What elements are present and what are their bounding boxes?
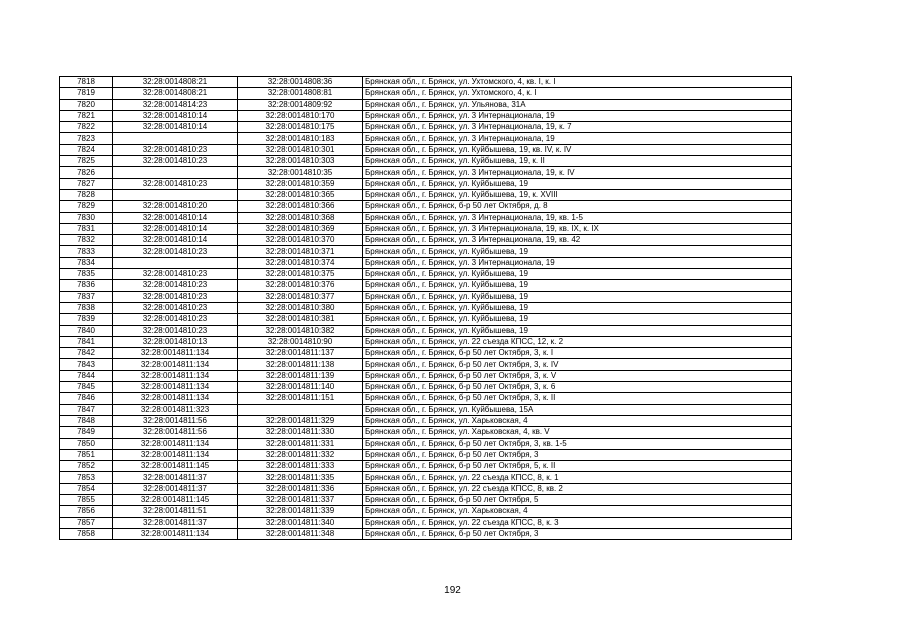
parent-cadastral-number-cell: 32:28:0014811:56	[113, 427, 238, 438]
table-row	[60, 483, 792, 494]
row-number-cell: 7849	[60, 427, 113, 438]
address-cell: Брянская обл., г. Брянск, ул. Куйбышева, 19	[363, 246, 792, 257]
parent-cadastral-number-cell: 32:28:0014808:21	[113, 77, 238, 88]
table-row	[60, 314, 792, 325]
parent-cadastral-number-cell: 32:28:0014810:23	[113, 156, 238, 167]
table-row	[60, 461, 792, 472]
row-number-cell: 7852	[60, 461, 113, 472]
table-row	[60, 348, 792, 359]
cadastral-number-cell: 32:28:0014810:374	[238, 257, 363, 268]
row-number-cell: 7844	[60, 370, 113, 381]
address-cell: Брянская обл., г. Брянск, ул. 3 Интернационала, 19, кв. 42	[363, 235, 792, 246]
table-row	[60, 77, 792, 88]
cadastral-number-cell: 32:28:0014811:330	[238, 427, 363, 438]
address-cell: Брянская обл., г. Брянск, б-р 50 лет Октября, 5, к. II	[363, 461, 792, 472]
parent-cadastral-number-cell: 32:28:0014810:23	[113, 325, 238, 336]
row-number-cell: 7826	[60, 167, 113, 178]
cadastral-number-cell: 32:28:0014810:175	[238, 122, 363, 133]
row-number-cell: 7842	[60, 348, 113, 359]
row-number-cell: 7843	[60, 359, 113, 370]
address-cell: Брянская обл., г. Брянск, ул. Харьковская, 4, кв. V	[363, 427, 792, 438]
address-cell: Брянская обл., г. Брянск, ул. Ухтомского, 4, к. I	[363, 88, 792, 99]
row-number-cell: 7828	[60, 189, 113, 200]
table-row	[60, 494, 792, 505]
table-row	[60, 302, 792, 313]
cadastral-number-cell	[238, 404, 363, 415]
row-number-cell: 7824	[60, 144, 113, 155]
cadastral-number-cell: 32:28:0014811:332	[238, 449, 363, 460]
cadastral-table	[59, 76, 792, 540]
address-cell: Брянская обл., г. Брянск, ул. Ухтомского, 4, кв. I, к. I	[363, 77, 792, 88]
cadastral-number-cell: 32:28:0014810:301	[238, 144, 363, 155]
table-body	[60, 77, 792, 540]
parent-cadastral-number-cell: 32:28:0014810:23	[113, 144, 238, 155]
cadastral-number-cell: 32:28:0014808:81	[238, 88, 363, 99]
table-row	[60, 393, 792, 404]
parent-cadastral-number-cell: 32:28:0014810:14	[113, 122, 238, 133]
cadastral-number-cell: 32:28:0014810:382	[238, 325, 363, 336]
address-cell: Брянская обл., г. Брянск, ул. Куйбышева, 15А	[363, 404, 792, 415]
parent-cadastral-number-cell: 32:28:0014811:323	[113, 404, 238, 415]
address-cell: Брянская обл., г. Брянск, ул. Харьковская, 4	[363, 506, 792, 517]
table-row	[60, 235, 792, 246]
address-cell: Брянская обл., г. Брянск, ул. Харьковская, 4	[363, 415, 792, 426]
table-row	[60, 506, 792, 517]
parent-cadastral-number-cell: 32:28:0014811:134	[113, 348, 238, 359]
address-cell: Брянская обл., г. Брянск, ул. Куйбышева, 19, кв. IV, к. IV	[363, 144, 792, 155]
parent-cadastral-number-cell: 32:28:0014810:14	[113, 110, 238, 121]
address-cell: Брянская обл., г. Брянск, ул. Куйбышева, 19, к. XVIII	[363, 189, 792, 200]
row-number-cell: 7837	[60, 291, 113, 302]
parent-cadastral-number-cell: 32:28:0014810:14	[113, 235, 238, 246]
parent-cadastral-number-cell: 32:28:0014811:134	[113, 528, 238, 539]
row-number-cell: 7838	[60, 302, 113, 313]
address-cell: Брянская обл., г. Брянск, б-р 50 лет Октября, 3	[363, 449, 792, 460]
parent-cadastral-number-cell: 32:28:0014811:134	[113, 359, 238, 370]
table-row	[60, 88, 792, 99]
address-cell: Брянская обл., г. Брянск, ул. 3 Интернационала, 19, к. IV	[363, 167, 792, 178]
parent-cadastral-number-cell: 32:28:0014810:20	[113, 201, 238, 212]
table-row	[60, 257, 792, 268]
cadastral-number-cell: 32:28:0014810:366	[238, 201, 363, 212]
address-cell: Брянская обл., г. Брянск, ул. Куйбышева, 19	[363, 178, 792, 189]
parent-cadastral-number-cell	[113, 133, 238, 144]
table-row	[60, 325, 792, 336]
cadastral-number-cell: 32:28:0014810:303	[238, 156, 363, 167]
table-row	[60, 438, 792, 449]
address-cell: Брянская обл., г. Брянск, ул. 22 съезда КПСС, 8, к. 3	[363, 517, 792, 528]
row-number-cell: 7854	[60, 483, 113, 494]
cadastral-number-cell: 32:28:0014810:35	[238, 167, 363, 178]
row-number-cell: 7851	[60, 449, 113, 460]
row-number-cell: 7839	[60, 314, 113, 325]
cadastral-number-cell: 32:28:0014810:368	[238, 212, 363, 223]
table-row	[60, 212, 792, 223]
row-number-cell: 7845	[60, 382, 113, 393]
row-number-cell: 7848	[60, 415, 113, 426]
parent-cadastral-number-cell: 32:28:0014810:23	[113, 291, 238, 302]
cadastral-number-cell: 32:28:0014810:170	[238, 110, 363, 121]
row-number-cell: 7853	[60, 472, 113, 483]
table-row	[60, 201, 792, 212]
address-cell: Брянская обл., г. Брянск, ул. Куйбышева, 19	[363, 314, 792, 325]
cadastral-number-cell: 32:28:0014811:331	[238, 438, 363, 449]
row-number-cell: 7820	[60, 99, 113, 110]
address-cell: Брянская обл., г. Брянск, ул. Куйбышева, 19	[363, 302, 792, 313]
cadastral-number-cell: 32:28:0014811:339	[238, 506, 363, 517]
address-cell: Брянская обл., г. Брянск, б-р 50 лет Октября, 5	[363, 494, 792, 505]
table-row	[60, 528, 792, 539]
table-row	[60, 110, 792, 121]
address-cell: Брянская обл., г. Брянск, ул. 3 Интернационала, 19	[363, 257, 792, 268]
parent-cadastral-number-cell: 32:28:0014810:23	[113, 246, 238, 257]
address-cell: Брянская обл., г. Брянск, ул. 3 Интернационала, 19, к. 7	[363, 122, 792, 133]
parent-cadastral-number-cell: 32:28:0014810:13	[113, 336, 238, 347]
parent-cadastral-number-cell: 32:28:0014810:14	[113, 223, 238, 234]
cadastral-number-cell: 32:28:0014810:183	[238, 133, 363, 144]
cadastral-number-cell: 32:28:0014811:348	[238, 528, 363, 539]
parent-cadastral-number-cell	[113, 189, 238, 200]
parent-cadastral-number-cell: 32:28:0014808:21	[113, 88, 238, 99]
table-row	[60, 472, 792, 483]
parent-cadastral-number-cell: 32:28:0014811:37	[113, 517, 238, 528]
table-row	[60, 517, 792, 528]
row-number-cell: 7818	[60, 77, 113, 88]
parent-cadastral-number-cell: 32:28:0014814:23	[113, 99, 238, 110]
row-number-cell: 7827	[60, 178, 113, 189]
address-cell: Брянская обл., г. Брянск, ул. Куйбышева, 19	[363, 269, 792, 280]
parent-cadastral-number-cell: 32:28:0014811:145	[113, 461, 238, 472]
table-row	[60, 178, 792, 189]
row-number-cell: 7858	[60, 528, 113, 539]
cadastral-number-cell: 32:28:0014810:90	[238, 336, 363, 347]
table-row	[60, 122, 792, 133]
cadastral-number-cell: 32:28:0014811:139	[238, 370, 363, 381]
address-cell: Брянская обл., г. Брянск, б-р 50 лет Октября, 3, к. IV	[363, 359, 792, 370]
parent-cadastral-number-cell: 32:28:0014810:23	[113, 314, 238, 325]
parent-cadastral-number-cell: 32:28:0014810:23	[113, 302, 238, 313]
address-cell: Брянская обл., г. Брянск, ул. 22 съезда КПСС, 8, кв. 2	[363, 483, 792, 494]
parent-cadastral-number-cell: 32:28:0014811:134	[113, 370, 238, 381]
table-row	[60, 382, 792, 393]
table-row	[60, 359, 792, 370]
address-cell: Брянская обл., г. Брянск, б-р 50 лет Октября, 3, к. II	[363, 393, 792, 404]
table-row	[60, 223, 792, 234]
cadastral-number-cell: 32:28:0014811:337	[238, 494, 363, 505]
cadastral-number-cell: 32:28:0014810:376	[238, 280, 363, 291]
parent-cadastral-number-cell: 32:28:0014811:145	[113, 494, 238, 505]
cadastral-number-cell: 32:28:0014811:340	[238, 517, 363, 528]
cadastral-number-cell: 32:28:0014811:336	[238, 483, 363, 494]
row-number-cell: 7834	[60, 257, 113, 268]
row-number-cell: 7835	[60, 269, 113, 280]
cadastral-number-cell: 32:28:0014809:92	[238, 99, 363, 110]
page-number: 192	[444, 585, 461, 596]
table-row	[60, 269, 792, 280]
row-number-cell: 7833	[60, 246, 113, 257]
row-number-cell: 7841	[60, 336, 113, 347]
row-number-cell: 7829	[60, 201, 113, 212]
parent-cadastral-number-cell: 32:28:0014811:37	[113, 472, 238, 483]
address-cell: Брянская обл., г. Брянск, б-р 50 лет Октября, д. 8	[363, 201, 792, 212]
address-cell: Брянская обл., г. Брянск, ул. 3 Интернационала, 19, кв. 1-5	[363, 212, 792, 223]
address-cell: Брянская обл., г. Брянск, ул. 3 Интернационала, 19, кв. IX, к. IX	[363, 223, 792, 234]
cadastral-number-cell: 32:28:0014810:369	[238, 223, 363, 234]
row-number-cell: 7856	[60, 506, 113, 517]
cadastral-number-cell: 32:28:0014808:36	[238, 77, 363, 88]
parent-cadastral-number-cell	[113, 167, 238, 178]
parent-cadastral-number-cell: 32:28:0014811:134	[113, 393, 238, 404]
address-cell: Брянская обл., г. Брянск, б-р 50 лет Октября, 3, кв. 1-5	[363, 438, 792, 449]
table-row	[60, 133, 792, 144]
row-number-cell: 7830	[60, 212, 113, 223]
table-row	[60, 189, 792, 200]
cadastral-number-cell: 32:28:0014811:137	[238, 348, 363, 359]
address-cell: Брянская обл., г. Брянск, ул. Куйбышева, 19	[363, 325, 792, 336]
row-number-cell: 7836	[60, 280, 113, 291]
row-number-cell: 7847	[60, 404, 113, 415]
parent-cadastral-number-cell: 32:28:0014811:134	[113, 382, 238, 393]
row-number-cell: 7819	[60, 88, 113, 99]
address-cell: Брянская обл., г. Брянск, б-р 50 лет Октября, 3, к. 6	[363, 382, 792, 393]
parent-cadastral-number-cell: 32:28:0014811:134	[113, 438, 238, 449]
cadastral-number-cell: 32:28:0014811:333	[238, 461, 363, 472]
parent-cadastral-number-cell: 32:28:0014811:37	[113, 483, 238, 494]
address-cell: Брянская обл., г. Брянск, ул. 3 Интернационала, 19	[363, 110, 792, 121]
parent-cadastral-number-cell: 32:28:0014811:134	[113, 449, 238, 460]
address-cell: Брянская обл., г. Брянск, ул. Куйбышева, 19, к. II	[363, 156, 792, 167]
cadastral-number-cell: 32:28:0014810:381	[238, 314, 363, 325]
address-cell: Брянская обл., г. Брянск, ул. 22 съезда КПСС, 12, к. 2	[363, 336, 792, 347]
row-number-cell: 7846	[60, 393, 113, 404]
parent-cadastral-number-cell: 32:28:0014810:23	[113, 269, 238, 280]
row-number-cell: 7857	[60, 517, 113, 528]
row-number-cell: 7840	[60, 325, 113, 336]
parent-cadastral-number-cell: 32:28:0014810:23	[113, 280, 238, 291]
cadastral-number-cell: 32:28:0014810:375	[238, 269, 363, 280]
address-cell: Брянская обл., г. Брянск, ул. 22 съезда КПСС, 8, к. 1	[363, 472, 792, 483]
parent-cadastral-number-cell: 32:28:0014810:23	[113, 178, 238, 189]
address-cell: Брянская обл., г. Брянск, б-р 50 лет Октября, 3, к. I	[363, 348, 792, 359]
row-number-cell: 7821	[60, 110, 113, 121]
table-row	[60, 280, 792, 291]
address-cell: Брянская обл., г. Брянск, ул. Ульянова, 31А	[363, 99, 792, 110]
row-number-cell: 7855	[60, 494, 113, 505]
table-row	[60, 167, 792, 178]
row-number-cell: 7822	[60, 122, 113, 133]
table-row	[60, 449, 792, 460]
table-row	[60, 246, 792, 257]
cadastral-number-cell: 32:28:0014811:140	[238, 382, 363, 393]
row-number-cell: 7832	[60, 235, 113, 246]
address-cell: Брянская обл., г. Брянск, б-р 50 лет Октября, 3, к. V	[363, 370, 792, 381]
address-cell: Брянская обл., г. Брянск, б-р 50 лет Октября, 3	[363, 528, 792, 539]
row-number-cell: 7823	[60, 133, 113, 144]
cadastral-number-cell: 32:28:0014810:370	[238, 235, 363, 246]
row-number-cell: 7831	[60, 223, 113, 234]
table-row	[60, 291, 792, 302]
table-row	[60, 336, 792, 347]
table-row	[60, 156, 792, 167]
parent-cadastral-number-cell: 32:28:0014811:51	[113, 506, 238, 517]
table-row	[60, 370, 792, 381]
cadastral-number-cell: 32:28:0014810:359	[238, 178, 363, 189]
table-row	[60, 427, 792, 438]
parent-cadastral-number-cell: 32:28:0014811:56	[113, 415, 238, 426]
address-cell: Брянская обл., г. Брянск, ул. Куйбышева, 19	[363, 280, 792, 291]
cadastral-number-cell: 32:28:0014810:371	[238, 246, 363, 257]
cadastral-number-cell: 32:28:0014811:138	[238, 359, 363, 370]
table-row	[60, 99, 792, 110]
parent-cadastral-number-cell: 32:28:0014810:14	[113, 212, 238, 223]
parent-cadastral-number-cell	[113, 257, 238, 268]
table-row	[60, 415, 792, 426]
table-row	[60, 144, 792, 155]
address-cell: Брянская обл., г. Брянск, ул. Куйбышева, 19	[363, 291, 792, 302]
cadastral-number-cell: 32:28:0014810:380	[238, 302, 363, 313]
cadastral-number-cell: 32:28:0014810:365	[238, 189, 363, 200]
row-number-cell: 7850	[60, 438, 113, 449]
cadastral-number-cell: 32:28:0014811:335	[238, 472, 363, 483]
row-number-cell: 7825	[60, 156, 113, 167]
cadastral-number-cell: 32:28:0014810:377	[238, 291, 363, 302]
cadastral-number-cell: 32:28:0014811:151	[238, 393, 363, 404]
table-row	[60, 404, 792, 415]
address-cell: Брянская обл., г. Брянск, ул. 3 Интернационала, 19	[363, 133, 792, 144]
cadastral-number-cell: 32:28:0014811:329	[238, 415, 363, 426]
